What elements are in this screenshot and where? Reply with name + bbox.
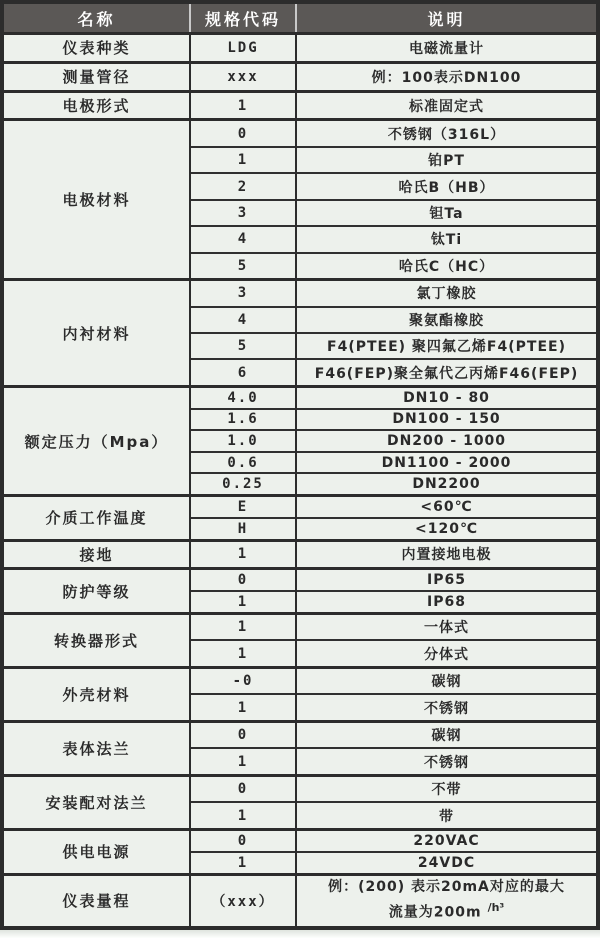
spec-code-cell: 1: [190, 91, 296, 120]
spec-code-cell: 1: [190, 694, 296, 721]
row-group-name: 外壳材料: [4, 667, 190, 721]
spec-code-cell: 0.6: [190, 452, 296, 474]
table-row: [4, 496, 596, 518]
row-group-name: 表体法兰: [4, 721, 190, 775]
spec-code-cell: 0.25: [190, 473, 296, 495]
table-row: [4, 613, 596, 640]
row-group-name: 测量管径: [4, 62, 190, 91]
spec-code-cell: 0: [190, 120, 296, 147]
description-line-1: 例：(200) 表示20mA对应的最大: [328, 879, 565, 896]
spec-code-cell: 1: [190, 640, 296, 667]
description-cell: 电磁流量计: [296, 34, 596, 63]
description-cell: 24VDC: [296, 852, 596, 874]
description-cell: 碳钢: [296, 721, 596, 748]
row-group-name: 仪表种类: [4, 34, 190, 63]
spec-code-cell: E: [190, 496, 296, 518]
description-line-2: [301, 899, 592, 924]
description-cell: 220VAC: [296, 829, 596, 851]
description-cell: <60℃: [296, 496, 596, 518]
table-row: [4, 569, 596, 591]
description-cell: 聚氨酯橡胶: [296, 307, 596, 333]
spec-code-cell: 0: [190, 569, 296, 591]
spec-code-cell: 3: [190, 200, 296, 226]
description-cell: 标准固定式: [296, 91, 596, 120]
table-header-row: [4, 4, 596, 34]
table-row: [4, 34, 596, 63]
table-row: [4, 667, 596, 694]
description-cell: 氯丁橡胶: [296, 280, 596, 307]
spec-code-cell: 0: [190, 721, 296, 748]
description-cell: 不锈钢: [296, 694, 596, 721]
spec-code-cell: 1.0: [190, 430, 296, 452]
spec-code-cell: 5: [190, 253, 296, 280]
table-row: [4, 120, 596, 147]
table-row: [4, 91, 596, 120]
flowmeter-spec-table: [4, 4, 596, 926]
spec-code-cell: 2: [190, 173, 296, 199]
description-cell: DN10 - 80: [296, 386, 596, 408]
description-cell: 钛Ti: [296, 226, 596, 252]
row-group-name: 额定压力（Mpa）: [4, 386, 190, 495]
header-description: 说明: [296, 4, 596, 34]
spec-code-cell: LDG: [190, 34, 296, 63]
spec-code-cell: 0: [190, 775, 296, 802]
spec-code-cell: xxx: [190, 62, 296, 91]
description-cell: 哈氏B（HB）: [296, 173, 596, 199]
header-name: 名称: [4, 4, 190, 34]
spec-code-cell: -0: [190, 667, 296, 694]
spec-code-cell: 0: [190, 829, 296, 851]
spec-code-cell: 1: [190, 613, 296, 640]
row-group-name: 内衬材料: [4, 280, 190, 387]
spec-code-cell: 5: [190, 333, 296, 359]
spec-code-cell: 4: [190, 226, 296, 252]
row-group-name: 接地: [4, 540, 190, 569]
description-cell: IP65: [296, 569, 596, 591]
spec-code-cell: （xxx）: [190, 874, 296, 926]
row-group-name: 供电电源: [4, 829, 190, 874]
description-cell: 例：100表示DN100: [296, 62, 596, 91]
description-cell: 铂PT: [296, 147, 596, 173]
description-cell: 钽Ta: [296, 200, 596, 226]
spec-code-cell: 1.6: [190, 409, 296, 431]
description-cell: DN1100 - 2000: [296, 452, 596, 474]
description-cell: 碳钢: [296, 667, 596, 694]
spec-code-cell: 3: [190, 280, 296, 307]
spec-code-cell: 1: [190, 540, 296, 569]
table-row: [4, 280, 596, 307]
table-row: [4, 829, 596, 851]
header-spec-code: 规格代码: [190, 4, 296, 34]
table-row: [4, 775, 596, 802]
table-row: [4, 721, 596, 748]
description-cell: F46(FEP)聚全氟代乙丙烯F46(FEP): [296, 359, 596, 386]
description-cell: [296, 874, 596, 926]
description-cell: 不带: [296, 775, 596, 802]
description-cell: 内置接地电极: [296, 540, 596, 569]
table-row: [4, 386, 596, 408]
spec-code-cell: 4.0: [190, 386, 296, 408]
row-group-name: 仪表量程: [4, 874, 190, 926]
spec-code-cell: 1: [190, 147, 296, 173]
row-group-name: 电极材料: [4, 120, 190, 280]
description-cell: DN2200: [296, 473, 596, 495]
description-line-2-text: 流量为200m: [388, 904, 482, 921]
description-cell: 不锈钢: [296, 748, 596, 775]
description-cell: 一体式: [296, 613, 596, 640]
table-row: [4, 540, 596, 569]
spec-code-cell: 1: [190, 748, 296, 775]
row-group-name: 防护等级: [4, 569, 190, 613]
description-cell: DN200 - 1000: [296, 430, 596, 452]
description-cell: IP68: [296, 591, 596, 613]
row-group-name: 电极形式: [4, 91, 190, 120]
table-row: [4, 62, 596, 91]
description-cell: <120℃: [296, 518, 596, 540]
row-group-name: 转换器形式: [4, 613, 190, 667]
table-row: [4, 874, 596, 926]
description-cell: DN100 - 150: [296, 409, 596, 431]
spec-code-cell: 1: [190, 852, 296, 874]
bottom-edge-gradient: [0, 930, 600, 938]
description-cell: F4(PTEE) 聚四氟乙烯F4(PTEE): [296, 333, 596, 359]
spec-code-cell: 1: [190, 802, 296, 829]
row-group-name: 安装配对法兰: [4, 775, 190, 829]
unit-superscript: /h³: [487, 900, 505, 914]
description-cell: 不锈钢（316L）: [296, 120, 596, 147]
spec-code-cell: 1: [190, 591, 296, 613]
spec-code-cell: H: [190, 518, 296, 540]
row-group-name: 介质工作温度: [4, 496, 190, 540]
spec-code-cell: 6: [190, 359, 296, 386]
description-cell: 哈氏C（HC）: [296, 253, 596, 280]
description-cell: 带: [296, 802, 596, 829]
spec-code-cell: 4: [190, 307, 296, 333]
description-cell: 分体式: [296, 640, 596, 667]
